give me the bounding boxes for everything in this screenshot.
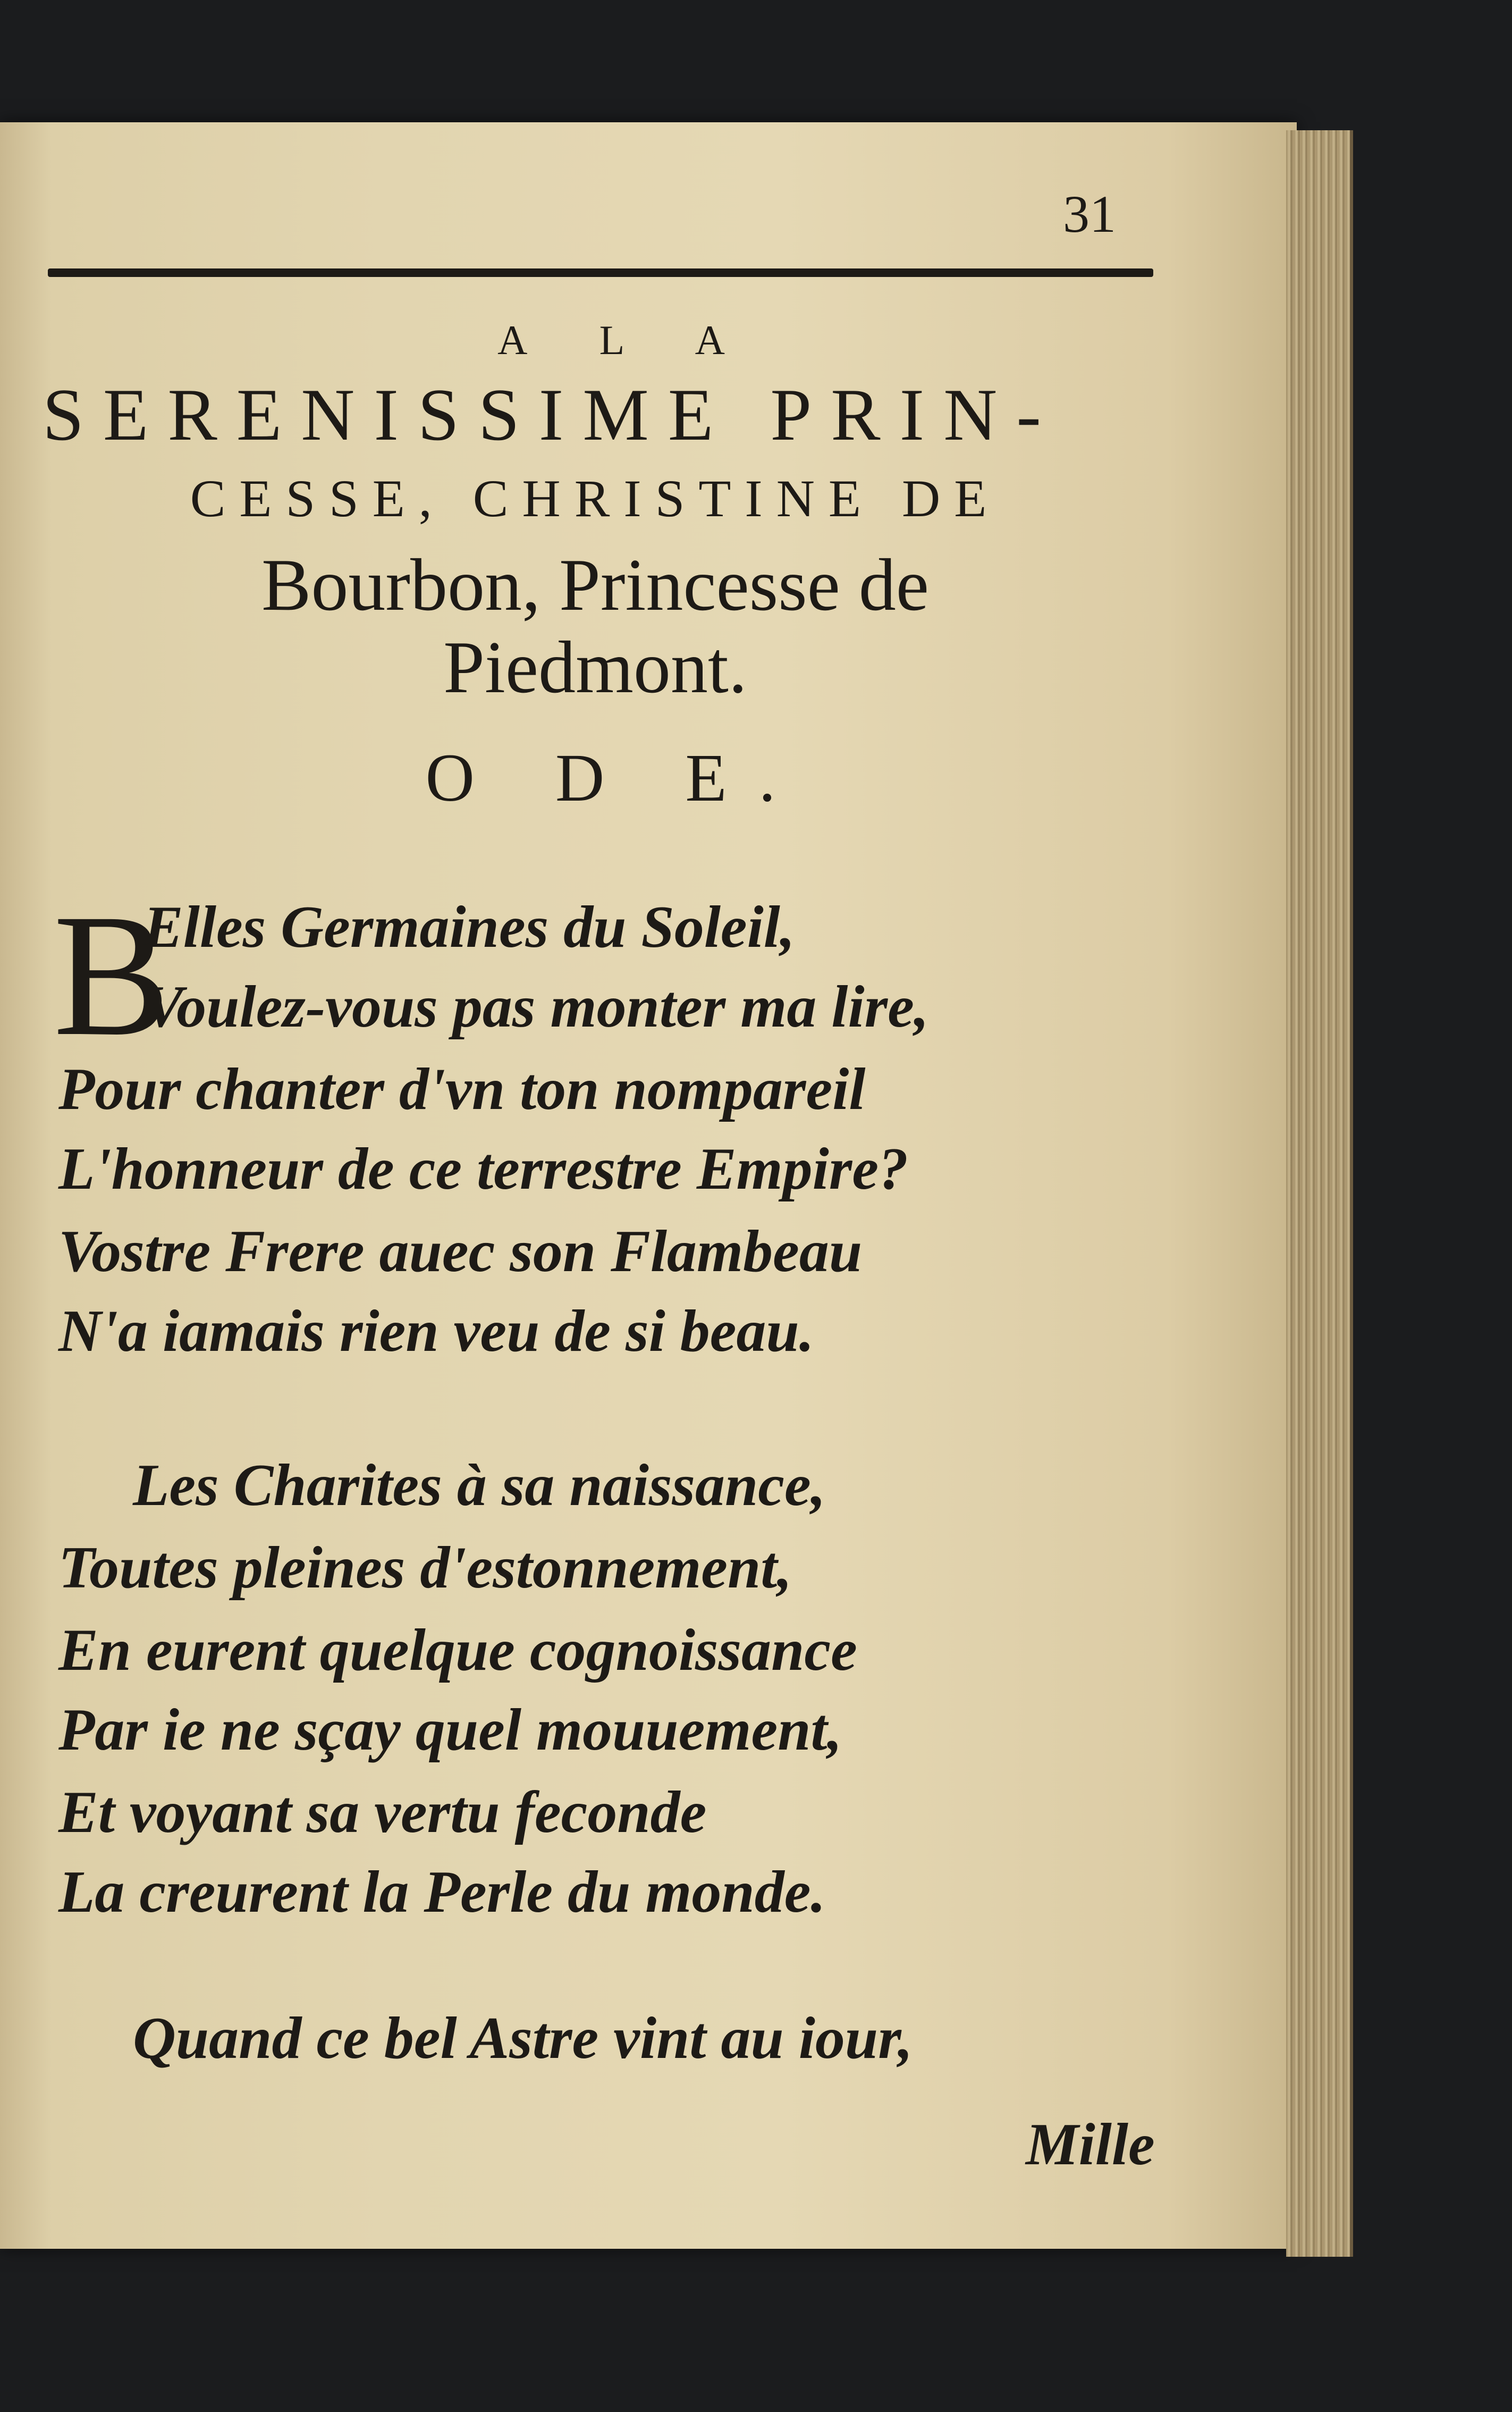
verse-line: Pour chanter d'vn ton nompareil [58,1056,866,1122]
verse-line: Quand ce bel Astre vint au iour, [133,2005,913,2071]
verse-line: N'a iamais rien veu de si beau. [58,1298,814,1364]
verse-line: Et voyant sa vertu feconde [58,1779,707,1845]
catchword: Mille [1026,2112,1155,2178]
verse-line: Elles Germaines du Soleil, [143,894,795,960]
page-number: 31 [1063,184,1116,243]
heading-title-line2: CESSE, CHRISTINE DE [190,469,1001,528]
verse-line: Les Charites à sa naissance, [133,1452,826,1518]
verse-line: En eurent quelque cognoissance [58,1617,857,1683]
verse-line: Vostre Frere auec son Flambeau [58,1218,863,1284]
verse-line: Voulez-vous pas monter ma lire, [143,974,929,1040]
page-content [0,122,1297,2249]
heading-title-line4: Piedmont. [443,626,747,709]
verse-line: Par ie ne sçay quel mouuement, [58,1697,842,1763]
header-rule [48,268,1153,277]
poem-type: O D E. [425,740,808,816]
heading-title-line3: Bourbon, Princesse de [261,544,929,626]
drop-cap: B [53,878,171,1072]
heading-dedication: A L A [497,317,757,363]
verse-line: L'honneur de ce terrestre Empire? [58,1136,909,1202]
verse-line: La creurent la Perle du monde. [58,1859,826,1925]
heading-title-line1: SERENISSIME PRIN- [43,374,1060,456]
verse-line: Toutes pleines d'estonnement, [58,1535,792,1601]
